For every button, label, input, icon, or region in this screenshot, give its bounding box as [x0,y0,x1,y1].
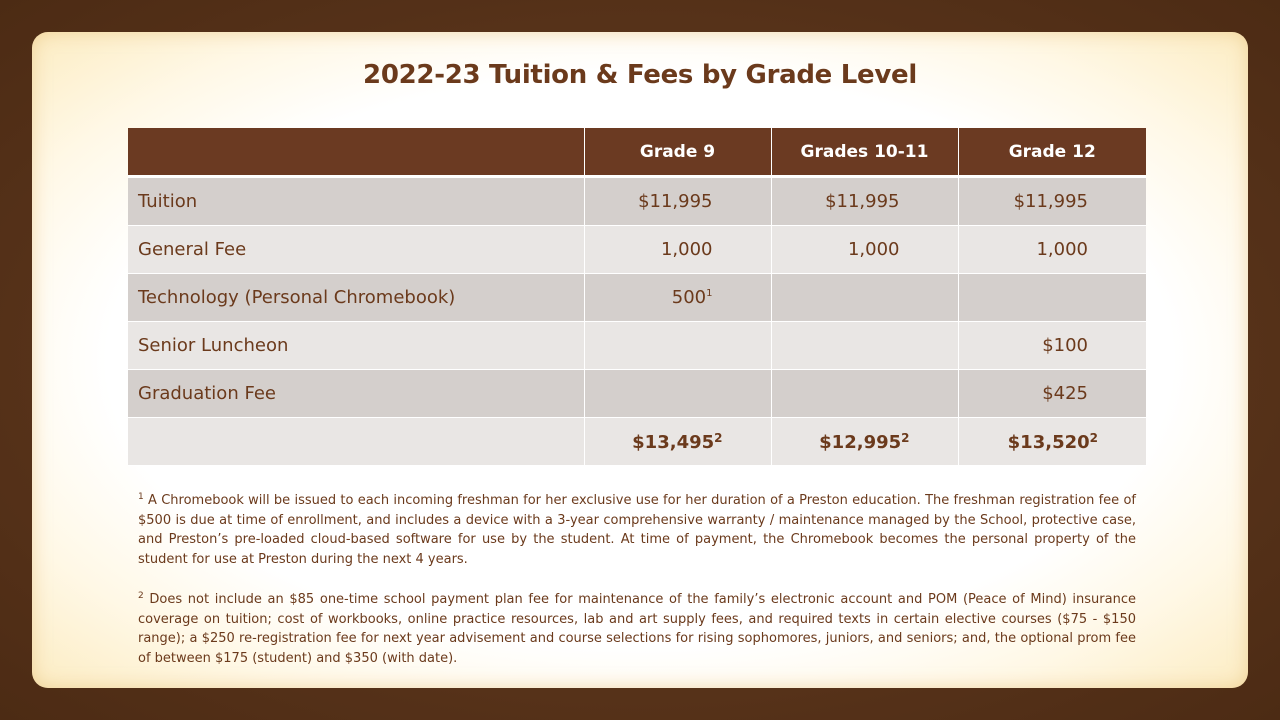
cell-grade-9: $11,995 [584,177,771,226]
table-row-total [128,418,1146,466]
total-value: $13,520 [1007,431,1090,453]
slide [32,32,1248,688]
table-row-technology [128,274,1146,322]
cell-grade-12: $11,995 [958,177,1146,226]
table-row-general-fee [128,226,1146,274]
cell-grade-12: 1,000 [958,226,1146,274]
cell-grade-9 [584,322,771,370]
total-value: $12,995 [819,431,902,453]
cell-grade-12 [958,274,1146,322]
tuition-table [128,128,1146,466]
total-grades-10-11 [771,418,958,466]
header-blank [128,128,584,177]
cell-grade-12: $425 [958,370,1146,418]
row-label: Graduation Fee [128,370,584,418]
total-grade-12 [958,418,1146,466]
cell-value: 500 [671,287,707,308]
footnote-ref: 2 [901,430,910,445]
footnote-ref: 2 [1089,430,1098,445]
total-grade-9 [584,418,771,466]
total-label-blank [128,418,584,466]
cell-grades-10-11 [771,322,958,370]
table-row-graduation-fee [128,370,1146,418]
cell-grades-10-11: 1,000 [771,226,958,274]
header-grade-9: Grade 9 [584,128,771,177]
header-grades-10-11: Grades 10-11 [771,128,958,177]
footnote-1 [138,488,1136,569]
footnote-mark: 1 [138,492,144,502]
table-header-row [128,128,1146,177]
row-label: Tuition [128,177,584,226]
header-grade-12: Grade 12 [958,128,1146,177]
row-label: Technology (Personal Chromebook) [128,274,584,322]
footnote-mark: 2 [138,591,144,601]
table-row-senior-luncheon [128,322,1146,370]
cell-grade-12: $100 [958,322,1146,370]
footnote-ref: 1 [706,288,713,299]
cell-grade-9: 1,000 [584,226,771,274]
row-label: Senior Luncheon [128,322,584,370]
table-row-tuition [128,177,1146,226]
cell-grades-10-11: $11,995 [771,177,958,226]
cell-grade-9 [584,274,771,322]
footnote-ref: 2 [714,430,723,445]
page-title: 2022-23 Tuition & Fees by Grade Level [363,60,917,90]
footnote-text: Does not include an $85 one-time school payment plan fee for maintenance of the family’s electronic account and POM (Peace of Mind) insurance coverage on tuition; cost of workbooks, online practice resources, lab and art supply fees, and required texts in certain elective courses ($75 - $150 range); a $250 re-registration fee for next year advisement and course selections for rising sophomores, juniors, and seniors; and, the optional prom fee of between $175 (student) and $350 (with date). [138,592,1136,666]
footnotes [138,488,1136,686]
cell-grades-10-11 [771,370,958,418]
cell-grade-9 [584,370,771,418]
row-label: General Fee [128,226,584,274]
cell-grades-10-11 [771,274,958,322]
total-value: $13,495 [632,431,715,453]
footnote-2 [138,587,1136,668]
footnote-text: A Chromebook will be issued to each incoming freshman for her exclusive use for her duration of a Preston education. The freshman registration fee of $500 is due at time of enrollment, and includes a device with a 3-year comprehensive warranty / maintenance managed by the School, protective case, and Preston’s pre-loaded cloud-based software for use by the student. At time of payment, the Chromebook becomes the personal property of the student for use at Preston during the next 4 years. [138,493,1136,567]
